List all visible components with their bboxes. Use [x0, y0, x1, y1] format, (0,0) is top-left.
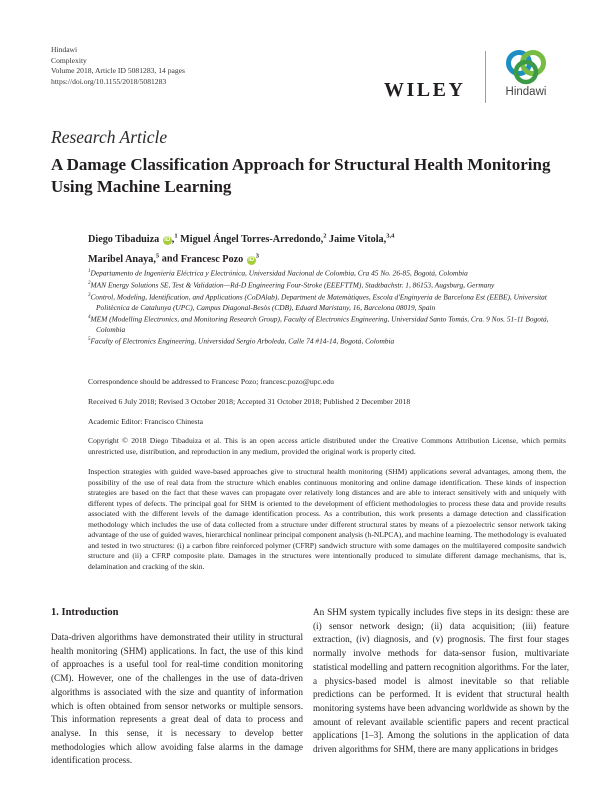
- author-conjunction: and: [161, 253, 179, 265]
- doi-link[interactable]: https://doi.org/10.1155/2018/5081283: [51, 76, 167, 86]
- article-title: A Damage Classification Approach for Structural Health Monitoring Using Machine Learning: [51, 155, 551, 196]
- hindawi-logo: [496, 49, 556, 101]
- author-name[interactable]: Diego Tibaduiza iD ,$^1$: [88, 233, 178, 246]
- article-type: Research Article: [51, 127, 168, 147]
- section-heading-introduction: 1. Introduction: [51, 607, 119, 618]
- copyright-notice: Copyright © 2018 Diego Tibaduiza et al. This is an open access article distributed under the Creative Commons Attribution License, which permits unrestricted use, distribution, and reproduction in any medium, provided the original work is properly cited.: [88, 436, 566, 456]
- orcid-icon[interactable]: iD: [164, 237, 171, 244]
- publication-dates: Received 6 July 2018; Revised 3 October 2018; Accepted 31 October 2018; Published 2 December 2018: [88, 397, 411, 406]
- volume-line: Volume 2018, Article ID 5081283, 14 pages: [51, 66, 185, 76]
- hindawi-rings-icon: [504, 49, 548, 85]
- affiliation-item: $^2$MAN Energy Solutions SE, Test & Validation—Rd-D Engineering Four-Stroke (EEEFTTM), Stadtbachstr. 1, 86153, Augsburg, Germany: [88, 280, 495, 290]
- author-name[interactable]: Francesc Pozo $iD^3$: [180, 252, 260, 265]
- affiliations: [88, 267, 568, 347]
- author-name[interactable]: Maribel Anaya,$^5$: [88, 252, 160, 265]
- journal-name: Complexity: [51, 55, 87, 65]
- affiliation-item: $^1$Departamento de Ingeniería Eléctrica y Electrónica, Universidad Nacional de Colombia, Cra 45 No. 26-85, Bogotá, Colombia: [88, 268, 468, 278]
- author-name[interactable]: Jaime Vitola,$^{3,4}$: [329, 233, 395, 246]
- author-name[interactable]: Miguel Ángel Torres-Arredondo,$^2$: [180, 233, 327, 246]
- author-list: [88, 229, 568, 268]
- body-paragraph-right: An SHM system typically includes five steps in its design: these are (i) sensor network design; (ii) data acquisition; (iii) feature extraction, (iv) diagnosis, and (v) prognosis. The first four stages normally involve methods for data-sensor fusion, multivariate statistical modelling and pattern recognition algorithms. For the later, a physics-based model is almost inevitable so that reliable predictions can be performed. It is evident that structural health monitoring systems have been advancing worldwide as shown by the amount of relevant available scientific papers and recent practical applications [1–3]. Among the solutions in the application of data driven algorithms for SHM, there are many applications in bridges: [313, 607, 569, 755]
- publisher-name: Hindawi: [51, 45, 78, 54]
- affiliation-item: $^5$Faculty of Electronics Engineering, Universidad Sergio Arboleda, Calle 74 #14-14, Bogotá, Colombia: [88, 336, 395, 346]
- wiley-logo: WILEY: [384, 79, 466, 101]
- academic-editor: Academic Editor: Francisco Chinesta: [88, 417, 204, 426]
- affiliation-item: $^4$MEM (Modelling Electronics, and Monitoring Research Group), Faculty of Electronics Engineering, Universidad Santo Tomás, Cra. 9 Nos. 51-11 Bogotá, Colombia: [88, 314, 549, 334]
- correspondence-line: Correspondence should be addressed to Francesc Pozo; francesc.pozo@upc.edu: [88, 377, 334, 386]
- hindawi-wordmark: Hindawi: [505, 86, 547, 98]
- abstract-text: Inspection strategies with guided wave-based approaches give to structural health monitoring (SHM) applications several advantages, among them, the possibility of the use of real data from the structure which enables continuous monitoring and online damage identification. These kinds of inspection strategies are based on the fact that these waves can propagate over relatively long distances and are able to interact sensitively with and uniquely with different types of defects. The principal goal for SHM is oriented to the development of efficient methodologies to process these data and provide results associated with the different levels of the damage identification process. As a contribution, this work presents a damage detection and classification methodology which includes the use of data collected from a structure under different structural states by means of a piezoelectric sensor network taking advantage of the use of guided waves, hierarchical nonlinear principal component analysis (h-NLPCA), and machine learning. The methodology is evaluated and tested in two structures: (i) a carbon fibre reinforced polymer (CFRP) sandwich structure with some damages on the multilayered composite sandwich structure and (ii) a CFRP composite plate. Damages in the structures were intentionally produced to simulate different damage mechanisms, that is, delamination and cracking of the skin.: [88, 467, 566, 571]
- logo-divider: [485, 51, 486, 103]
- orcid-icon[interactable]: iD: [248, 256, 255, 263]
- journal-info: [51, 45, 185, 87]
- body-paragraph-left: Data-driven algorithms have demonstrated their utility in structural health monitoring (SHM) applications. In fact, the use of this kind of approaches is a useful tool for real-time condition monitoring (CM). However, one of the challenges in the use of data-driven algorithms is associated with the size and quantity of information which is often obtained from sensor networks or multiple sensors. This information represents a great deal of data to process and analyse. In this sense, it is necessary to develop better methodologies which allow avoiding false alarms in the damage identification process.: [51, 632, 303, 766]
- affiliation-item: $^3$Control, Modeling, Identification, and Applications (CoDAlab), Department de Matemàtiques, Escola d'Enginyeria de Barcelona Est (EEBE), Universitat Politècnica de Catalunya (UPC), Campus Diagonal-Besòs (CDB), Eduard Maristany, 16, Barcelona 08019, Spain: [88, 292, 547, 312]
